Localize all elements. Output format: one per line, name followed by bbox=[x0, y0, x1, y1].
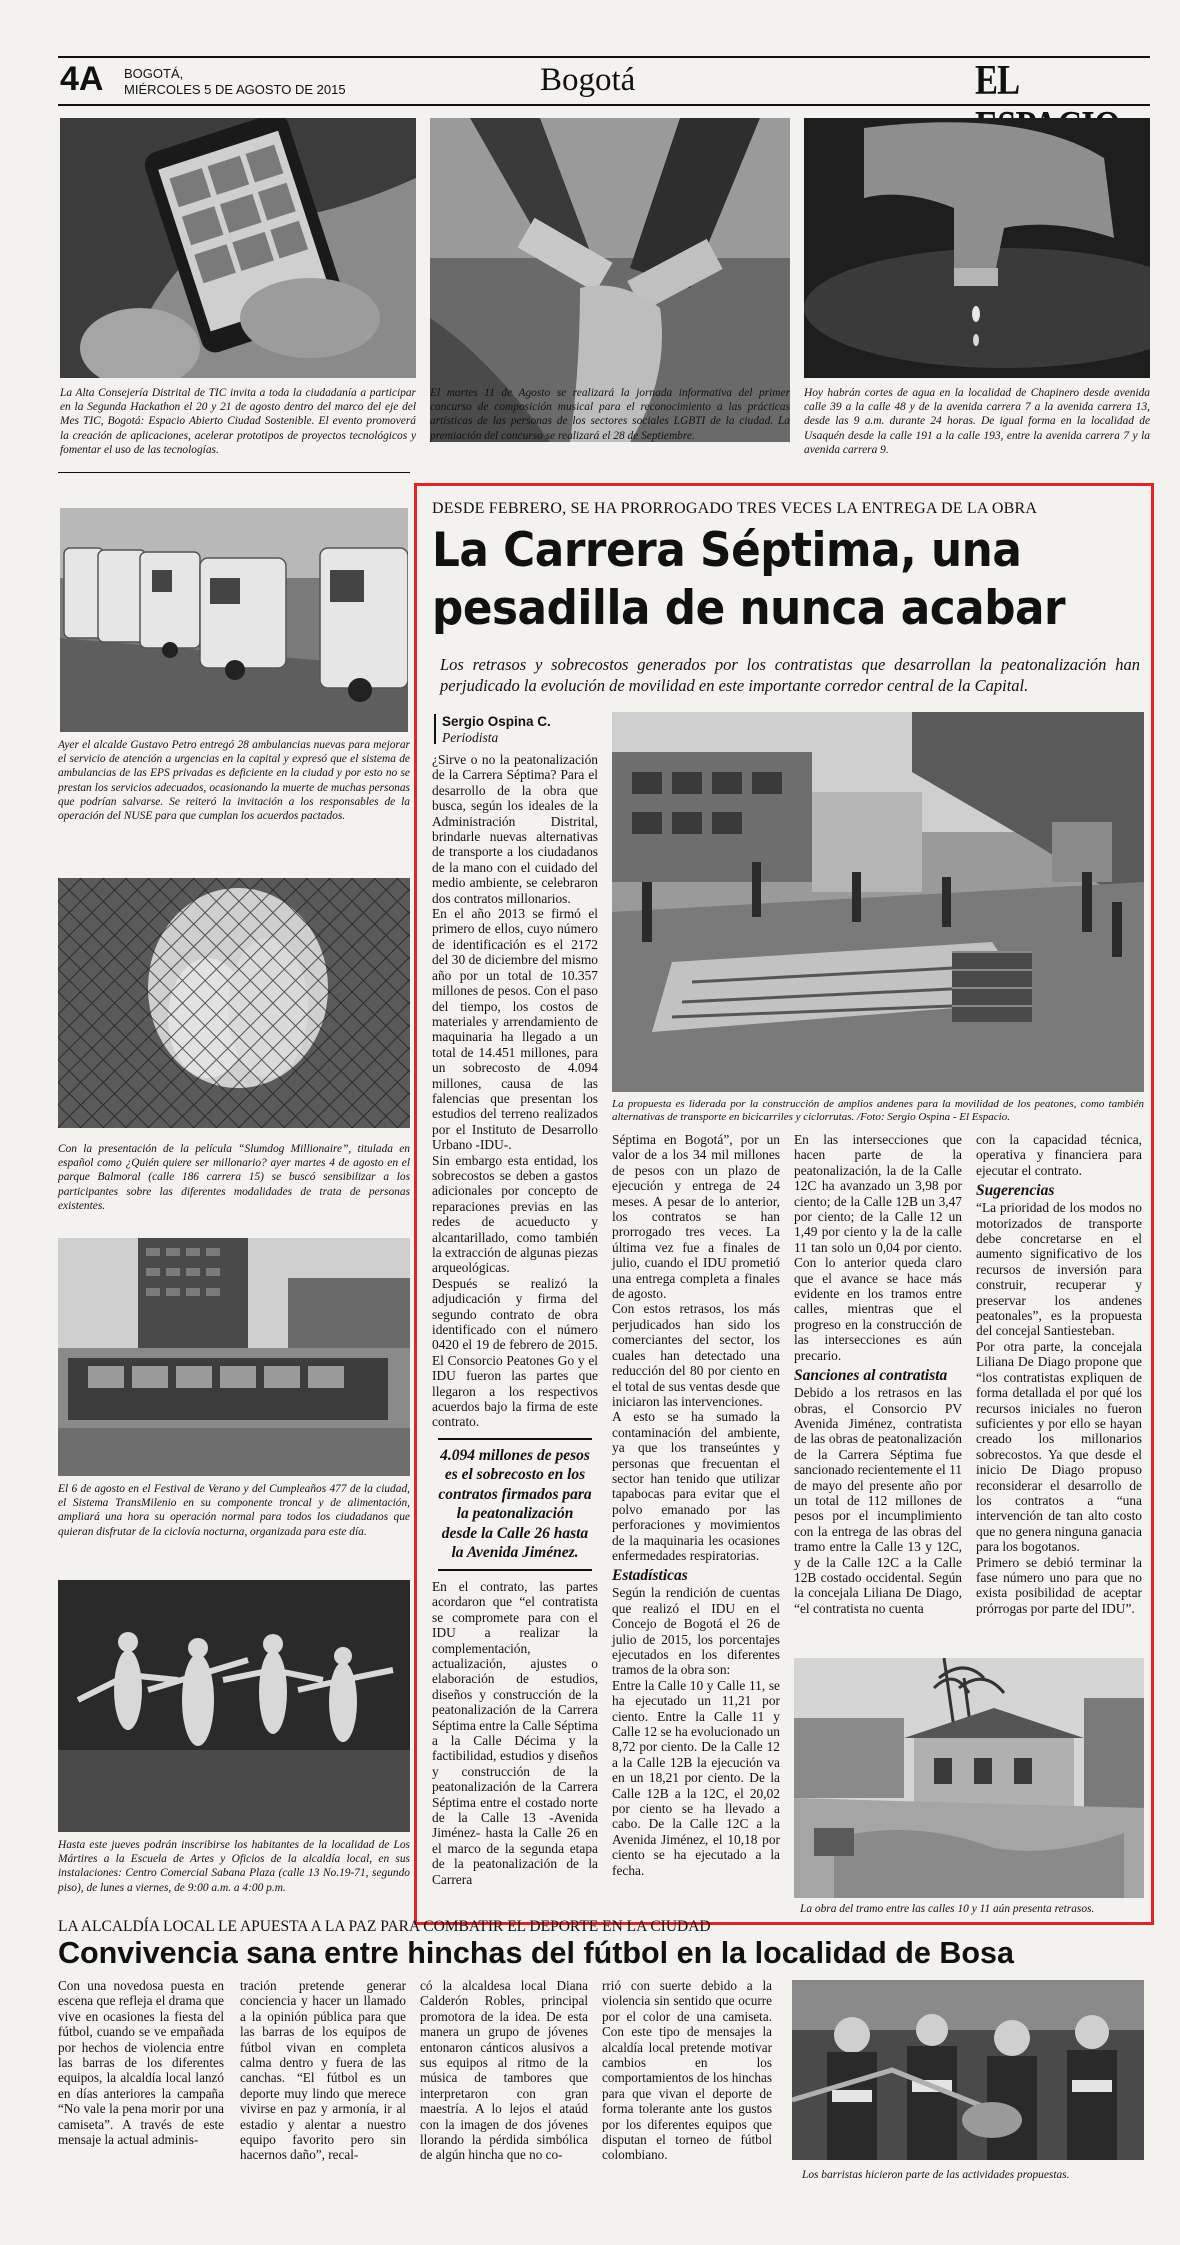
second-photo-caption: La obra del tramo entre las calles 10 y 11 aún presenta retrasos. bbox=[800, 1903, 1095, 1915]
brief-caption-slumdog: Con la presentación de la película “Slumdog Millionaire”, titulada en español como ¿Quién quiere ser millonario? ayer martes 4 de agosto en el parque Balmoral (calle 186 carrera 15) se buscó sensibilizar a los participantes sobre las diferentes modalidades de trata de personas existentes. bbox=[58, 1143, 410, 1212]
main-column-3 bbox=[794, 1132, 962, 1616]
faucet-photo bbox=[804, 118, 1150, 378]
brief-caption-transmilenio: El 6 de agosto en el Festival de Verano y del Cumpleaños 477 de la ciudad, el Sistema TransMilenio en su componente troncal y de alimentación, ampliará una hora su operación normal para todos los ciudadanos que quieran disfrutar de la ciclovía nocturna, organizada para este día. bbox=[58, 1483, 410, 1538]
paragraph: Según la rendición de cuentas que realizó el IDU en el Concejo de Bogotá el 26 de julio de 2015, los porcentajes ejecutados en los diferentes tramos de la obra son: bbox=[612, 1585, 780, 1678]
paragraph: Sin embargo esta entidad, los sobrecostos se deben a gastos adicionales por concepto de reparaciones previas en las redes de acueducto y alcantarillado, como también la extracción de algunas piezas arqueológicas. bbox=[432, 1152, 598, 1276]
dancers-photo bbox=[58, 1580, 410, 1832]
byline-bar bbox=[434, 714, 436, 744]
brief-caption-water: Hoy habrán cortes de agua en la localidad de Chapinero desde avenida calle 39 a la calle 48 y de la avenida carrera 7 a la avenida carrera 13, desde las 9 a.m. durante 24 horas. De igual forma en la localidad de Usaquén desde la calle 191 a la calle 193, entre la avenida carrera 7 y la avenida carrera 9. bbox=[804, 387, 1150, 456]
paragraph: En el año 2013 se firmó el primero de ellos, cuyo número de identificación es el 2172 del 30 de diciembre del mismo año por un total de 10.357 millones de pesos. Con el paso del tiempo, los costos de materiales y arrendamiento de maquinaria ha llegado a un total de 14.451 millones, para un sobrecosto de 4.094 millones, causa de las falencias que presentan los estudios del terreno realizados por el Instituto de Desarrollo Urbano -IDU-. bbox=[432, 906, 598, 1153]
paragraph: Por otra parte, la concejala Liliana De Diago propone que “los contratistas expliquen de forma detallada el por qué los recursos iniciales no fueron suficientes y por ello se hayan creado los millonarios sobrecostos. Ya que desde el inicio De Diago propuso reconsiderar el desarrollo de los contratos a “una intervención de tan alto costo que no genera ninguna ganacia para los bogotanos. bbox=[976, 1338, 1142, 1555]
brief-caption-lgbti: El martes 11 de Agosto se realizará la jornada informativa del primer concurso de composición musical para el reconocimiento a las prácticas artísticas de las personas de los sectores sociales LGBTI de la ciudad. La premiación del concurso se realizará el 28 de Septiembre. bbox=[430, 387, 790, 442]
page-number: 4A bbox=[60, 60, 104, 98]
paragraph: “La prioridad de los modos no motorizados de transporte debe concretarse en el aumento significativo de los recursos de inversión para construir, recuperar y preservar los andenes peatonales”, es la propuesta del concejal Santiesteban. bbox=[976, 1200, 1142, 1339]
paragraph: Séptima en Bogotá”, por un valor de a los 34 mil millones de pesos con un plazo de ejecución y entrega de 24 meses. A pesar de lo anterior, los contratos se han prorrogado tres veces. La última vez fue a finales de julio, cuando el IDU prometió una entrega completa a finales de agosto. bbox=[612, 1132, 780, 1302]
author-name: Sergio Ospina C. bbox=[442, 714, 551, 729]
paragraph: A esto se ha sumado la contaminación del ambiente, ya que los transeúntes y personas que frecuentan el sector han tenido que utilizar tapabocas para evitar que el polvo emanado por las perforaciones y movimientos de la maquinaria les ocasiones enfermedades respiratorias. bbox=[612, 1409, 780, 1563]
header-city: BOGOTÁ, bbox=[124, 66, 184, 81]
masthead: EL bbox=[975, 58, 1018, 104]
subhead-estadisticas: Estadísticas bbox=[612, 1567, 688, 1585]
brief-caption-martires: Hasta este jueves podrán inscribirse los habitantes de la localidad de Los Mártires a la Escuela de Artes y Oficios de la alcaldía local, en sus instalaciones: Centro Comercial Sabana Plaza (calle 13 No.19-71, segundo piso), de lunes a viernes, de 9:00 a.m. a 4:00 p.m. bbox=[58, 1839, 410, 1894]
paragraph: Con estos retrasos, los más perjudicados han sido los comerciantes del sector, los cuales han detectado una reducción del 80 por ciento en el total de sus ventas desde que iniciaron las intervenciones. bbox=[612, 1301, 780, 1409]
paragraph: ¿Sirve o no la peatonalización de la Carrera Séptima? Para el desarrollo de la obra que busca, según los ideales de la Administración Distrital, brindarle nuevas alternativas de transporte a los ciudadanos de la mano con el cuidado del medio ambiente, se celebraron dos contratos millonarios. bbox=[432, 752, 598, 906]
header-date: MIÉRCOLES 5 DE AGOSTO DE 2015 bbox=[124, 82, 346, 97]
main-headline-line2: pesadilla de nunca acabar bbox=[432, 581, 1066, 636]
fans-photo-caption: Los barristas hicieron parte de las actividades propuestas. bbox=[802, 2169, 1070, 2181]
header-bottom-rule bbox=[58, 104, 1150, 106]
paragraph: Debido a los retrasos en las obras, el Consorcio PV Avenida Jiménez, contratista de las obras de peatonalización de la Carrera Séptima fue sancionado recientemente el 11 de mayo del presente año por un total de 112 millones de pesos por el incumplimiento con la entrega de las obras del tramo entre la Calle 13 y 12C, y de la Calle 12C a la Calle 12B costado occidental. Según la concejala Liliana De Diago, “el contratista no cuenta bbox=[794, 1385, 962, 1616]
section-title: Bogotá bbox=[540, 62, 636, 98]
main-headline-line1: La Carrera Séptima, una bbox=[432, 523, 1022, 578]
ambulances-photo bbox=[60, 508, 408, 732]
paragraph: Primero se debió terminar la fase número uno para que no exista posibilidad de aceptar prórrogas por parte del IDU”. bbox=[976, 1554, 1142, 1616]
paragraph: Entre la Calle 10 y Calle 11, se ha ejecutado un 11,21 por ciento. Entre la Calle 11 y Calle 12 se ha evolucionado un 8,72 por ciento. De la Calle 12 a la Calle 12B la ejecución va en un 18,21 por ciento. De la Calle 12B a la 12C, el 20,02 por ciento se ha llevado a cabo. De la Calle 12C a la Avenida Jiménez, el 10,18 por ciento se ha ejecutado a la fecha. bbox=[612, 1677, 780, 1878]
paragraph: con la capacidad técnica, operativa y financiera para ejecutar el contrato. bbox=[976, 1132, 1142, 1178]
bottom-column-3: có la alcaldesa local Diana Calderón Robles, principal promotora de la idea. De esta manera un grupo de jóvenes entonaron cánticos alusivos a sus equipos al ritmo de la música de tambores que interpretaron con gran maestría. A lo lejos el ataúd con la imagen de dos jóvenes llorando la pérdida simbólica de algún hincha que no co- bbox=[420, 1978, 588, 2163]
author-role: Periodista bbox=[442, 730, 499, 745]
paragraph: Después se realizó la adjudicación y firma del segundo contrato de obra identificado con el número 0420 el 19 de febrero de 2015. El Consorcio Peatones Go y el IDU fueron las partes que llegaron a los respectivos acuerdos bajo la firma de este contrato. bbox=[432, 1275, 598, 1430]
bottom-column-1: Con una novedosa puesta en escena que refleja el drama que vive en ocasiones la fiesta del fútbol, cuando se ve empañada por hechos de violencia entre las barras de los diferentes equipos, la alcaldía local lanzó en días anteriores la campaña “No vale la pena morir por una camiseta”. A través de este mensaje la actual adminis- bbox=[58, 1978, 224, 2148]
phone-photo bbox=[60, 118, 416, 378]
divider bbox=[58, 472, 410, 473]
bottom-kicker: LA ALCALDÍA LOCAL LE APUESTA A LA PAZ PARA COMBATIR EL DEPORTE EN LA CIUDAD bbox=[58, 1918, 711, 1935]
main-column-2 bbox=[612, 1132, 780, 1878]
brief-caption-ambulances: Ayer el alcalde Gustavo Petro entregó 28 ambulancias nuevas para mejorar el servicio de atención a urgencias en la capital y expresó que el sistema de ambulancias de las EPS privadas es deficiente en la ciudad y por esto no se prestan los servicios adecuados, ocasionando la muerte de muchas personas que podrían salvarse. Se reiteró la invitación a los responsables de la operación del NUSE para que cumplan los acuerdos pactados. bbox=[58, 739, 410, 823]
transmilenio-photo bbox=[58, 1238, 410, 1476]
bottom-column-2: tración pretende generar conciencia y hacer un llamado a la opinión pública para que las barras de los equipos de fútbol vivan en completa calma dentro y fuera de las canchas. “El fútbol es un deporte muy lindo que merece vivirse en paz y armonía, ir al estadio y alentar a nuestro equipo favorito pero sin hacernos daño”, recal- bbox=[240, 1978, 406, 2163]
main-photo-caption: La propuesta es liderada por la construcción de amplios andenes para la movilidad de los peatones, como también alternativas de transporte en bicicarriles y ciclorrutas. /Foto: Sergio Ospina - El Espacio. bbox=[612, 1098, 1144, 1123]
hands-fence-photo bbox=[58, 878, 410, 1128]
brief-caption-hackathon: La Alta Consejería Distrital de TIC invita a toda la ciudadanía a participar en la Segunda Hackathon el 20 y 21 de agosto dentro del marco del eje del Mes TIC, Bogotá: Espacio Abierto Ciudad Sostenible. El evento promoverá la creación de aplicaciones, acelerar prototipos de proyectos tecnológicos y fomentar el uso de las tecnologías. bbox=[60, 387, 416, 456]
construction-photo bbox=[612, 712, 1144, 1092]
paragraph: En el contrato, las partes acordaron que “el contratista se compromete para con el IDU a realizar la complementación, actualización, ajustes o elaboración de estudios, diseños y construcción de la peatonalización de la Carrera Séptima entre la Calle Séptima a la Calle Décima y la factibilidad, estudios y diseños y construcción de la peatonalización de la Carrera Séptima entre el costado norte de la Calle 13 -Avenida Jiménez- hasta la Calle 26 en el marco de la segunda etapa de la peatonalización de la Carrera bbox=[432, 1578, 598, 1887]
bottom-column-4: rrió con suerte debido a la violencia sin sentido que ocurre por el color de una camiseta. Con este tipo de mensajes la alcaldía local pretende motivar cambios en los comportamientos de los hinchas para que vivan el deporte de forma tolerante ante los gustos por los diferentes equipos que disputan el torneo de fútbol colombiano. bbox=[602, 1978, 772, 2163]
street-works-photo bbox=[794, 1658, 1144, 1898]
bottom-headline: Convivencia sana entre hinchas del fútbol en la localidad de Bosa bbox=[58, 1936, 1014, 1970]
main-deck: Los retrasos y sobrecostos generados por los contratistas que desarrollan la peatonalización han perjudicado la evolución de movilidad en este importante corredor central de la Capital. bbox=[440, 655, 1140, 695]
subhead-sanciones: Sanciones al contratista bbox=[794, 1367, 948, 1385]
main-column-1 bbox=[432, 752, 598, 1887]
main-column-4 bbox=[976, 1132, 1142, 1616]
pull-quote: 4.094 millones de pesos es el sobrecosto en los contratos firmados para la peatonalización desde la Calle 26 hasta la Avenida Jiménez. bbox=[438, 1446, 592, 1562]
main-kicker: DESDE FEBRERO, SE HA PRORROGADO TRES VECES LA ENTREGA DE LA OBRA bbox=[432, 500, 1038, 517]
paragraph: En las intersecciones que hacen parte de la peatonalización, la de la Calle 12C ha avanzado un 3,98 por ciento; de la Calle 12B un 3,47 por ciento; de la Calle 12 un 1,49 por ciento y la de la calle 11 tan solo un 0,04 por ciento. Con lo anterior queda claro que el avance se hace más evidente en los tramos entre calles, mientras que el progreso en la construcción de las intersecciones es aún precario. bbox=[794, 1132, 962, 1363]
fans-photo bbox=[792, 1980, 1144, 2160]
subhead-sugerencias: Sugerencias bbox=[976, 1182, 1055, 1200]
